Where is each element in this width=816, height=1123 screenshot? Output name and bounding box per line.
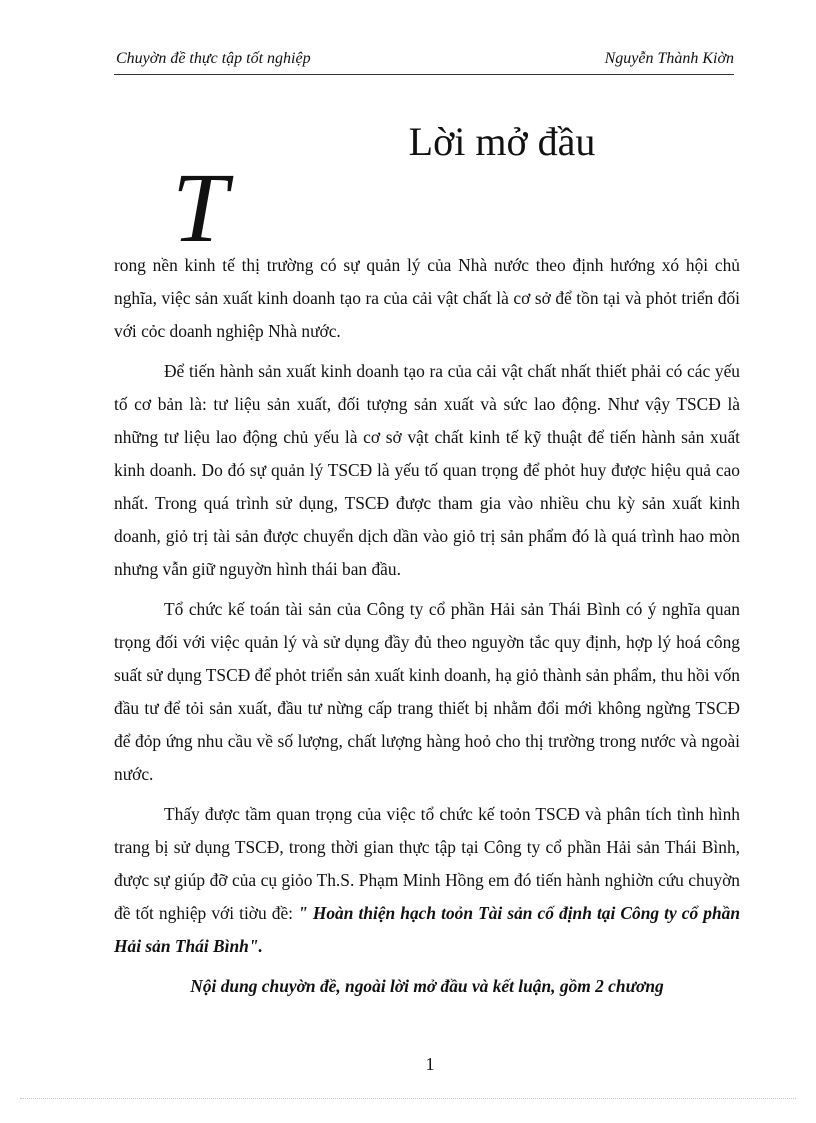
page-bottom-divider bbox=[20, 1098, 796, 1099]
paragraph-fixed-assets: Để tiến hành sản xuất kinh doanh tạo ra của cải vật chất nhất thiết phải có các yếu tố cơ bản là: tư liệu sản xuất, đối tượng sản xuất và sức lao động. Như vậy TSCĐ là những tư liệu lao động chủ yếu là cơ sở vật chất kinh tế kỹ thuật để tiến hành sản xuất kinh doanh. Do đó sự quản lý TSCĐ là yếu tố quan trọng để phỏt huy được hiệu quả cao nhất. Trong quá trình sử dụng, TSCĐ được tham gia vào nhiều chu kỳ sản xuất kinh doanh, giỏ trị tài sản được chuyển dịch dần vào giỏ trị sản phẩm đó là quá trình hao mòn nhưng vẫn giữ nguyờn hình thái ban đầu. bbox=[114, 361, 740, 579]
research-topic-text: Thấy được tầm quan trọng của việc tổ chức kế toỏn TSCĐ và phân tích tình hình trang bị sử dụng TSCĐ, trong thời gian thực tập tại Công ty cổ phần Hải sản Thái Bình, được sự giúp đỡ của cụ giỏo Th.S. Phạm Minh Hồng em đó tiến hành nghiờn cứu chuyờn đề tốt nghiệp với tiờu đề: bbox=[114, 804, 740, 923]
page-number: 1 bbox=[425, 1054, 435, 1074]
content-outline: Nội dung chuyờn đề, ngoài lời mở đầu và kết luận, gồm 2 chương bbox=[190, 976, 664, 996]
header-document-type: Chuyờn đề thực tập tốt nghiệp bbox=[116, 50, 311, 67]
document-body bbox=[114, 249, 740, 1010]
paragraph-research-topic bbox=[114, 798, 740, 963]
paragraph-accounting-organization: Tổ chức kế toán tài sản của Công ty cổ phần Hải sản Thái Bình có ý nghĩa quan trọng đối với việc quản lý và sử dụng đầy đủ theo nguyờn tắc quy định, hợp lý hoá công suất sử dụng TSCĐ để phỏt triển sản xuất kinh doanh, hạ giỏ thành sản phẩm, thu hồi vốn đầu tư để tỏi sản xuất, đầu tư nừng cấp trang thiết bị nhằm đổi mới không ngừng TSCĐ để đỏp ứng nhu cầu về số lượng, chất lượng hàng hoỏ cho thị trường trong nước và ngoài nước. bbox=[114, 599, 740, 784]
page-title: Lời mở đầu bbox=[408, 119, 596, 164]
drop-cap-letter: T bbox=[172, 152, 228, 263]
header-author: Nguyễn Thành Kiờn bbox=[604, 50, 734, 67]
page-header bbox=[114, 48, 734, 75]
paragraph-intro: rong nền kinh tế thị trường có sự quản lý của Nhà nước theo định hướng xó hội chủ nghĩa, việc sản xuất kinh doanh tạo ra của cải vật chất là cơ sở để tồn tại và phỏt triển đối với cỏc doanh nghiệp Nhà nước. bbox=[114, 255, 740, 341]
research-topic-title: " Hoàn thiện hạch toỏn Tài sản cố định tại Công ty cổ phần Hải sản Thái Bình". bbox=[114, 903, 740, 956]
